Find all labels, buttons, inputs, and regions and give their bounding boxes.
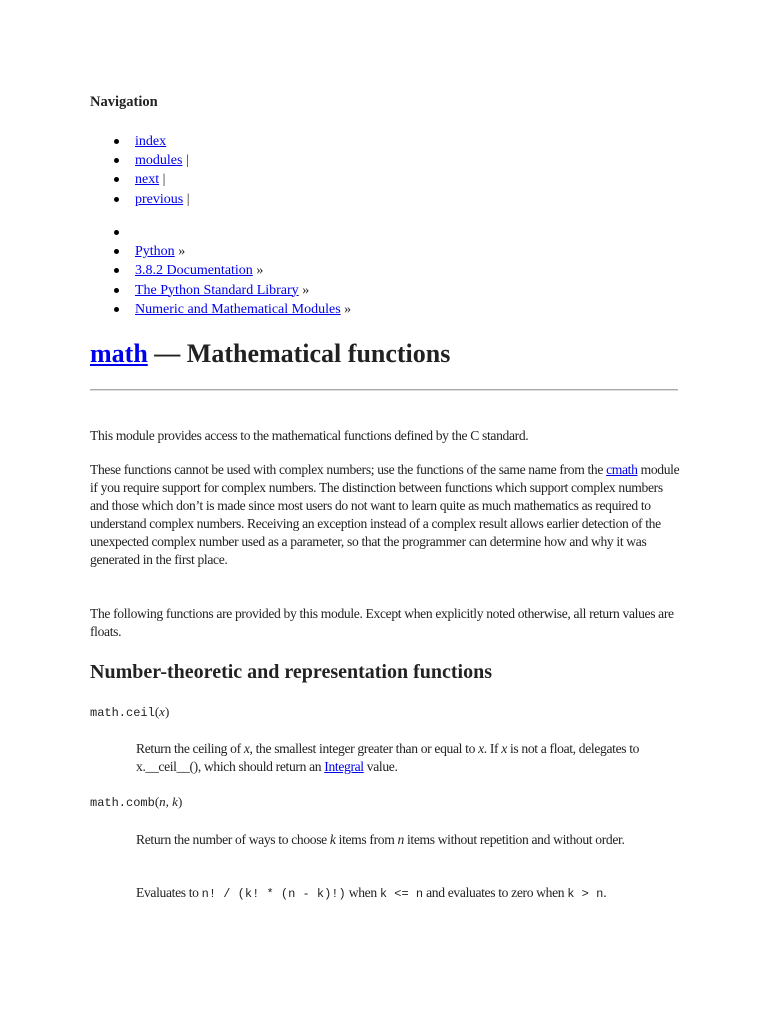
function-signature-comb: [90, 793, 182, 812]
desc-text: . If: [483, 741, 502, 756]
inline-code: n! / (k! * (n - k)!): [201, 887, 346, 901]
nav-link-index[interactable]: index: [135, 134, 167, 149]
desc-text: items from: [335, 832, 398, 847]
breadcrumb-separator: »: [252, 263, 264, 279]
breadcrumb-numeric-modules: [90, 300, 680, 319]
breadcrumb-documentation: [90, 261, 680, 280]
section-heading: Number-theoretic and representation functions: [90, 661, 493, 683]
integral-link[interactable]: Integral: [324, 759, 364, 774]
bullet-icon: [114, 158, 119, 163]
breadcrumb-separator: »: [340, 301, 352, 317]
function-name-comb: math.comb: [90, 796, 155, 810]
bullet-icon: [114, 139, 119, 144]
desc-text: value.: [363, 759, 398, 774]
intro-p2-text-before: These functions cannot be used with complex numbers; use the functions of the same name from the: [90, 462, 607, 477]
breadcrumb-link-python[interactable]: Python: [135, 244, 175, 260]
paren-open: (: [154, 704, 160, 719]
function-description-comb: [136, 831, 681, 849]
desc-param: n: [397, 832, 404, 847]
breadcrumb-link-standard-library[interactable]: The Python Standard Library: [135, 282, 299, 298]
intro-paragraph-3: The following functions are provided by this module. Except when explicitly noted otherwise, all return values are floats.: [90, 606, 674, 639]
nav-link-previous[interactable]: previous: [135, 191, 184, 207]
nav-separator: |: [182, 153, 189, 169]
page-title: [90, 336, 450, 372]
desc-text: Return the ceiling of: [136, 741, 244, 756]
breadcrumb-link-numeric-modules[interactable]: Numeric and Mathematical Modules: [135, 301, 341, 317]
nav-separator: |: [183, 191, 190, 207]
paren-close: ): [177, 794, 183, 809]
desc-text: items without repetition and without order.: [403, 832, 625, 847]
nav-link-next[interactable]: next: [135, 172, 160, 188]
intro-paragraph-1: This module provides access to the mathematical functions defined by the C standard.: [90, 428, 529, 443]
breadcrumb-link-documentation[interactable]: 3.8.2 Documentation: [135, 263, 253, 279]
desc-param: x: [243, 741, 250, 756]
cmath-link[interactable]: cmath: [606, 462, 638, 477]
desc-text: .: [603, 885, 607, 900]
desc-text: and evaluates to zero when: [423, 885, 568, 900]
param-n: n: [159, 794, 166, 809]
desc-text: , the smallest integer greater than or equal to: [249, 741, 479, 756]
desc-param: x: [478, 741, 484, 756]
nav-separator: |: [159, 172, 166, 188]
breadcrumb-python: [90, 242, 680, 261]
bullet-icon: [114, 177, 119, 182]
desc-param: x: [501, 741, 507, 756]
function-signature-ceil: [90, 703, 169, 722]
desc-text: Evaluates to: [136, 885, 202, 900]
module-link-math[interactable]: math: [90, 339, 148, 368]
bullet-icon: [114, 307, 119, 312]
nav-item-modules: [90, 151, 680, 170]
nav-item-previous: [90, 190, 680, 209]
intro-p2-text-after: module if you require support for complex numbers. The distinction between functions which support complex numbers and those which don’t is made since most users do not want to learn quite as much mathematics as required to understand complex numbers. Receiving an exception instead of a complex result allows earlier detection of the unexpected complex number used as a parameter, so that the programmer can determine how and why it was generated in the first place.: [90, 462, 680, 567]
title-divider: [90, 389, 678, 391]
nav-item-empty: [90, 223, 680, 242]
navigation-list-breadcrumb: [90, 223, 680, 319]
desc-param: k: [329, 832, 336, 847]
breadcrumb-standard-library: [90, 281, 680, 300]
function-name-ceil: math.ceil: [90, 706, 155, 720]
desc-text: Return the number of ways to choose: [136, 832, 330, 847]
desc-text: when: [345, 885, 380, 900]
breadcrumb-separator: »: [298, 282, 310, 298]
inline-code: k > n: [567, 887, 604, 901]
bullet-icon: [114, 288, 119, 293]
param-x: x: [159, 704, 165, 719]
param-k: k: [172, 794, 178, 809]
nav-item-index: [90, 132, 680, 151]
paren-close: ): [164, 704, 170, 719]
desc-text: is not a float, delegates to x.__ceil__(), which should return an: [136, 741, 640, 774]
navigation-heading: Navigation: [90, 94, 158, 110]
page-title-text: — Mathematical functions: [147, 339, 451, 368]
nav-link-modules[interactable]: modules: [135, 153, 183, 169]
navigation-list-primary: [90, 132, 680, 209]
bullet-icon: [114, 197, 119, 202]
inline-code: k <= n: [379, 887, 424, 901]
intro-paragraph-2: [90, 461, 680, 569]
bullet-icon: [114, 230, 119, 235]
breadcrumb-separator: »: [174, 244, 186, 260]
nav-item-next: [90, 170, 680, 189]
bullet-icon: [114, 249, 119, 254]
bullet-icon: [114, 268, 119, 273]
function-description-ceil: [136, 740, 681, 776]
param-comma: ,: [165, 794, 173, 809]
paren-open: (: [154, 794, 160, 809]
function-description-comb-evaluation: [136, 884, 681, 903]
